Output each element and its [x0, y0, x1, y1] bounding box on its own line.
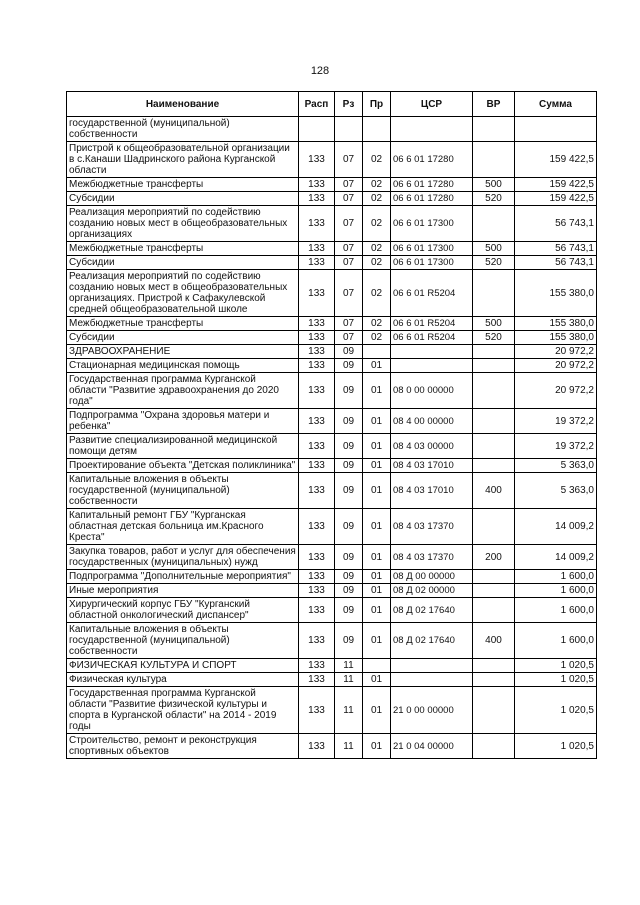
cell-vr: 500: [473, 317, 515, 331]
cell-csr: 06 6 01 17280: [391, 178, 473, 192]
cell-pr: 01: [363, 509, 391, 545]
cell-sum: 155 380,0: [515, 270, 597, 317]
cell-sum: 1 020,5: [515, 687, 597, 734]
cell-rasp: 133: [299, 545, 335, 570]
cell-pr: 02: [363, 331, 391, 345]
table-row: [67, 142, 597, 178]
cell-vr: [473, 142, 515, 178]
cell-csr: 06 6 01 R5204: [391, 331, 473, 345]
table-header-row: [67, 92, 597, 117]
cell-csr: 08 Д 02 17640: [391, 598, 473, 623]
header-rasp: Расп: [299, 92, 335, 117]
cell-csr: 06 6 01 17280: [391, 142, 473, 178]
cell-rasp: 133: [299, 734, 335, 759]
cell-pr: 01: [363, 673, 391, 687]
header-pr: Пр: [363, 92, 391, 117]
cell-vr: 200: [473, 545, 515, 570]
cell-rz: 09: [335, 570, 363, 584]
cell-sum: 19 372,2: [515, 434, 597, 459]
cell-csr: 08 4 03 17010: [391, 459, 473, 473]
cell-csr: [391, 117, 473, 142]
header-name: Наименование: [67, 92, 299, 117]
table-row: [67, 409, 597, 434]
cell-rz: 09: [335, 373, 363, 409]
cell-vr: [473, 373, 515, 409]
table-row: [67, 598, 597, 623]
cell-vr: [473, 359, 515, 373]
cell-sum: 159 422,5: [515, 192, 597, 206]
cell-sum: 159 422,5: [515, 142, 597, 178]
table-row: [67, 270, 597, 317]
cell-rasp: 133: [299, 331, 335, 345]
cell-csr: [391, 345, 473, 359]
table-row: [67, 509, 597, 545]
cell-rasp: 133: [299, 192, 335, 206]
cell-rz: 09: [335, 545, 363, 570]
table-row: [67, 434, 597, 459]
cell-vr: [473, 459, 515, 473]
cell-pr: 01: [363, 373, 391, 409]
cell-pr: 02: [363, 270, 391, 317]
cell-name: Развитие специализированной медицинской помощи детям: [67, 434, 299, 459]
cell-csr: [391, 673, 473, 687]
cell-pr: 02: [363, 206, 391, 242]
cell-pr: 02: [363, 242, 391, 256]
cell-csr: 06 6 01 R5204: [391, 270, 473, 317]
cell-pr: 02: [363, 178, 391, 192]
table-row: [67, 659, 597, 673]
cell-rz: 07: [335, 178, 363, 192]
cell-pr: 01: [363, 570, 391, 584]
cell-csr: 08 4 03 17370: [391, 509, 473, 545]
cell-vr: 520: [473, 331, 515, 345]
table-row: [67, 192, 597, 206]
cell-name: ФИЗИЧЕСКАЯ КУЛЬТУРА И СПОРТ: [67, 659, 299, 673]
cell-csr: 06 6 01 17300: [391, 242, 473, 256]
page-number: 128: [310, 65, 330, 77]
cell-rz: 09: [335, 409, 363, 434]
cell-rasp: 133: [299, 206, 335, 242]
cell-vr: [473, 659, 515, 673]
cell-pr: 01: [363, 459, 391, 473]
table-row: [67, 242, 597, 256]
cell-rasp: 133: [299, 584, 335, 598]
cell-name: Хирургический корпус ГБУ "Курганский областной онкологический диспансер": [67, 598, 299, 623]
cell-sum: 5 363,0: [515, 459, 597, 473]
cell-rz: 07: [335, 206, 363, 242]
cell-sum: 56 743,1: [515, 206, 597, 242]
cell-csr: 08 4 03 17370: [391, 545, 473, 570]
table-row: [67, 584, 597, 598]
table-row: [67, 206, 597, 242]
cell-rz: 11: [335, 734, 363, 759]
cell-sum: 19 372,2: [515, 409, 597, 434]
cell-sum: 159 422,5: [515, 178, 597, 192]
cell-vr: 400: [473, 623, 515, 659]
cell-rasp: 133: [299, 459, 335, 473]
cell-rasp: 133: [299, 178, 335, 192]
cell-rz: 07: [335, 256, 363, 270]
cell-csr: 21 0 04 00000: [391, 734, 473, 759]
cell-sum: 14 009,2: [515, 509, 597, 545]
cell-csr: 08 Д 02 00000: [391, 584, 473, 598]
cell-rz: 09: [335, 623, 363, 659]
cell-sum: 20 972,2: [515, 345, 597, 359]
cell-name: Строительство, ремонт и реконструкция спортивных объектов: [67, 734, 299, 759]
cell-sum: [515, 117, 597, 142]
cell-vr: [473, 584, 515, 598]
table-row: [67, 359, 597, 373]
table-row: [67, 317, 597, 331]
cell-csr: 08 4 03 00000: [391, 434, 473, 459]
cell-rz: 11: [335, 687, 363, 734]
cell-rasp: 133: [299, 270, 335, 317]
cell-pr: 01: [363, 359, 391, 373]
cell-name: Капитальные вложения в объекты государственной (муниципальной) собственности: [67, 473, 299, 509]
cell-vr: [473, 409, 515, 434]
cell-pr: 02: [363, 142, 391, 178]
cell-name: Реализация мероприятий по содействию созданию новых мест в общеобразовательных организациях: [67, 206, 299, 242]
cell-rz: 07: [335, 192, 363, 206]
table-row: [67, 178, 597, 192]
cell-rasp: [299, 117, 335, 142]
cell-sum: 5 363,0: [515, 473, 597, 509]
cell-sum: 1 600,0: [515, 570, 597, 584]
cell-name: Межбюджетные трансферты: [67, 242, 299, 256]
cell-name: Стационарная медицинская помощь: [67, 359, 299, 373]
cell-rasp: 133: [299, 659, 335, 673]
cell-csr: 08 4 00 00000: [391, 409, 473, 434]
cell-rz: 09: [335, 584, 363, 598]
cell-rasp: 133: [299, 570, 335, 584]
cell-name: Субсидии: [67, 256, 299, 270]
cell-name: ЗДРАВООХРАНЕНИЕ: [67, 345, 299, 359]
cell-pr: 01: [363, 434, 391, 459]
cell-csr: 06 6 01 17280: [391, 192, 473, 206]
cell-name: Закупка товаров, работ и услуг для обеспечения государственных (муниципальных) нужд: [67, 545, 299, 570]
table-row: [67, 673, 597, 687]
cell-sum: 1 020,5: [515, 734, 597, 759]
cell-name: Межбюджетные трансферты: [67, 178, 299, 192]
table-row: [67, 473, 597, 509]
cell-vr: [473, 734, 515, 759]
cell-rz: 07: [335, 242, 363, 256]
table-row: [67, 373, 597, 409]
table-row: [67, 570, 597, 584]
cell-rz: 09: [335, 359, 363, 373]
cell-rasp: 133: [299, 317, 335, 331]
cell-sum: 1 600,0: [515, 584, 597, 598]
cell-pr: 01: [363, 687, 391, 734]
cell-rz: 07: [335, 142, 363, 178]
cell-rasp: 133: [299, 473, 335, 509]
cell-pr: 01: [363, 473, 391, 509]
cell-vr: [473, 673, 515, 687]
cell-rasp: 133: [299, 359, 335, 373]
cell-vr: 520: [473, 256, 515, 270]
cell-sum: 1 600,0: [515, 623, 597, 659]
cell-rz: 07: [335, 331, 363, 345]
cell-rz: 11: [335, 673, 363, 687]
cell-name: Субсидии: [67, 192, 299, 206]
cell-pr: [363, 345, 391, 359]
cell-vr: [473, 687, 515, 734]
cell-csr: 08 0 00 00000: [391, 373, 473, 409]
cell-pr: 01: [363, 734, 391, 759]
table-row: [67, 117, 597, 142]
cell-rasp: 133: [299, 142, 335, 178]
cell-sum: 1 600,0: [515, 598, 597, 623]
cell-rasp: 133: [299, 687, 335, 734]
cell-rasp: 133: [299, 434, 335, 459]
cell-rz: 11: [335, 659, 363, 673]
budget-table: [66, 91, 597, 759]
cell-name: Капитальный ремонт ГБУ "Курганская областная детская больница им.Красного Креста": [67, 509, 299, 545]
cell-name: Субсидии: [67, 331, 299, 345]
cell-name: Государственная программа Курганской области "Развитие физической культуры и спорта в Курганской области" на 2014 - 2019 годы: [67, 687, 299, 734]
cell-pr: 01: [363, 623, 391, 659]
cell-sum: 1 020,5: [515, 659, 597, 673]
cell-name: Подпрограмма "Дополнительные мероприятия": [67, 570, 299, 584]
cell-csr: [391, 659, 473, 673]
cell-name: государственной (муниципальной) собственности: [67, 117, 299, 142]
cell-rz: 09: [335, 434, 363, 459]
cell-rz: [335, 117, 363, 142]
cell-rasp: 133: [299, 409, 335, 434]
cell-sum: 56 743,1: [515, 242, 597, 256]
cell-pr: [363, 117, 391, 142]
cell-vr: [473, 117, 515, 142]
cell-vr: [473, 509, 515, 545]
cell-vr: [473, 345, 515, 359]
cell-rasp: 133: [299, 242, 335, 256]
cell-name: Межбюджетные трансферты: [67, 317, 299, 331]
cell-csr: 06 6 01 17300: [391, 206, 473, 242]
cell-name: Иные мероприятия: [67, 584, 299, 598]
cell-csr: 21 0 00 00000: [391, 687, 473, 734]
cell-vr: 400: [473, 473, 515, 509]
header-csr: ЦСР: [391, 92, 473, 117]
header-rz: Рз: [335, 92, 363, 117]
cell-pr: 02: [363, 317, 391, 331]
table-row: [67, 687, 597, 734]
cell-pr: 01: [363, 409, 391, 434]
cell-pr: 01: [363, 545, 391, 570]
cell-csr: 06 6 01 17300: [391, 256, 473, 270]
table-row: [67, 256, 597, 270]
header-vr: ВР: [473, 92, 515, 117]
cell-sum: 20 972,2: [515, 359, 597, 373]
cell-rz: 07: [335, 317, 363, 331]
table-row: [67, 331, 597, 345]
cell-name: Подпрограмма "Охрана здоровья матери и ребенка": [67, 409, 299, 434]
cell-csr: 06 6 01 R5204: [391, 317, 473, 331]
cell-rz: 09: [335, 598, 363, 623]
cell-rz: 09: [335, 509, 363, 545]
cell-sum: 20 972,2: [515, 373, 597, 409]
cell-rasp: 133: [299, 345, 335, 359]
cell-vr: [473, 434, 515, 459]
cell-name: Государственная программа Курганской области "Развитие здравоохранения до 2020 года": [67, 373, 299, 409]
cell-name: Проектирование объекта "Детская поликлиника": [67, 459, 299, 473]
cell-pr: 01: [363, 598, 391, 623]
table-row: [67, 734, 597, 759]
cell-rasp: 133: [299, 509, 335, 545]
cell-sum: 155 380,0: [515, 331, 597, 345]
cell-vr: [473, 206, 515, 242]
cell-csr: 08 Д 00 00000: [391, 570, 473, 584]
cell-sum: 56 743,1: [515, 256, 597, 270]
cell-rz: 09: [335, 345, 363, 359]
table-row: [67, 545, 597, 570]
table-row: [67, 459, 597, 473]
cell-pr: 01: [363, 584, 391, 598]
cell-sum: 155 380,0: [515, 317, 597, 331]
cell-vr: 500: [473, 242, 515, 256]
cell-rasp: 133: [299, 373, 335, 409]
cell-csr: 08 4 03 17010: [391, 473, 473, 509]
cell-name: Физическая культура: [67, 673, 299, 687]
cell-csr: 08 Д 02 17640: [391, 623, 473, 659]
cell-sum: 1 020,5: [515, 673, 597, 687]
cell-rasp: 133: [299, 256, 335, 270]
cell-pr: [363, 659, 391, 673]
header-sum: Сумма: [515, 92, 597, 117]
cell-sum: 14 009,2: [515, 545, 597, 570]
cell-vr: 520: [473, 192, 515, 206]
cell-vr: [473, 598, 515, 623]
cell-rz: 09: [335, 459, 363, 473]
cell-vr: [473, 270, 515, 317]
table-row: [67, 623, 597, 659]
table-body: [67, 117, 597, 759]
cell-rasp: 133: [299, 598, 335, 623]
table-row: [67, 345, 597, 359]
cell-name: Пристрой к общеобразовательной организации в с.Канаши Шадринского района Курганской области: [67, 142, 299, 178]
cell-csr: [391, 359, 473, 373]
cell-vr: [473, 570, 515, 584]
cell-vr: 500: [473, 178, 515, 192]
cell-name: Реализация мероприятий по содействию созданию новых мест в общеобразовательных организациях. Пристрой к Сафакулевской средней общеобразовательной школе: [67, 270, 299, 317]
cell-pr: 02: [363, 192, 391, 206]
cell-rasp: 133: [299, 673, 335, 687]
cell-rz: 09: [335, 473, 363, 509]
cell-pr: 02: [363, 256, 391, 270]
cell-rz: 07: [335, 270, 363, 317]
cell-rasp: 133: [299, 623, 335, 659]
cell-name: Капитальные вложения в объекты государственной (муниципальной) собственности: [67, 623, 299, 659]
